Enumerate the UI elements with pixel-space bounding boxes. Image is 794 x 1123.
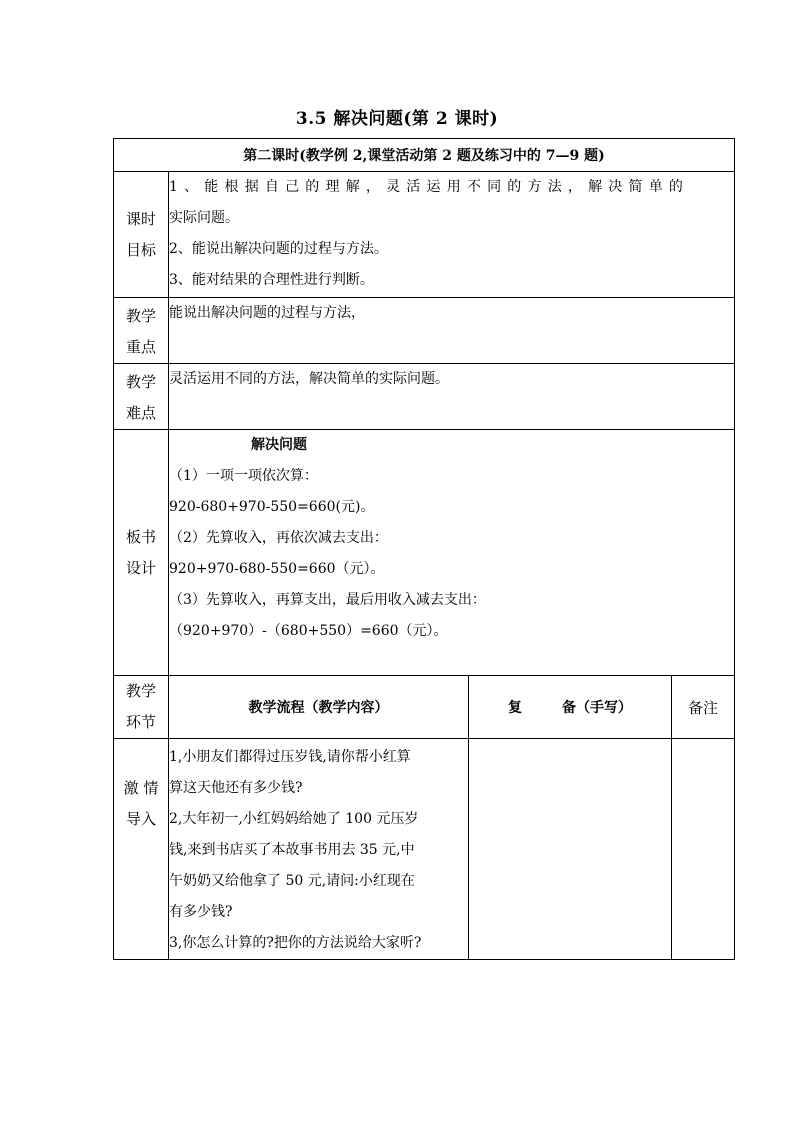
objective-1b: 实际问题。	[169, 210, 239, 226]
board-design-label	[114, 430, 169, 676]
stage-label-line2: 环节	[125, 713, 156, 731]
board-line-2: 920-680+970-550=660(元)。	[169, 499, 375, 515]
board-design-heading: 解决问题	[251, 437, 307, 453]
intro-line-3: 2,大年初一,小红妈妈给她了 100 元压岁	[169, 811, 419, 827]
objectives-label-line1: 课时	[125, 209, 156, 228]
objective-2: 2、能说出解决问题的过程与方法。	[169, 241, 388, 257]
board-line-1: （1）一项一项依次算：	[169, 468, 318, 484]
board-design-label-line1: 板书	[125, 527, 156, 546]
intro-line-1: 1,小朋友们都得过压岁钱,请你帮小红算	[169, 749, 411, 765]
intro-remarks-cell	[672, 739, 735, 960]
stage-column-label	[114, 676, 169, 739]
board-line-5: （3）先算收入，再算支出，最后用收入减去支出：	[169, 592, 486, 608]
difficulties-text: 灵活运用不同的方法，解决简单的实际问题。	[169, 364, 735, 430]
intro-label-line2: 导入	[125, 810, 156, 828]
board-line-3: （2）先算收入，再依次减去支出：	[169, 530, 388, 546]
key-points-text: 能说出解决问题的过程与方法，	[169, 298, 735, 364]
stage-label-line1: 教学	[125, 682, 156, 700]
objectives-label-line2: 目标	[125, 240, 156, 259]
key-points-label	[114, 298, 169, 364]
difficulties-label-line1: 教学	[125, 373, 156, 391]
intro-prep-cell	[469, 739, 672, 960]
intro-label-line1: 激 情	[123, 779, 159, 797]
intro-line-6: 有多少钱?	[169, 904, 233, 920]
flow-column-header: 教学流程（教学内容）	[169, 676, 469, 739]
intro-line-7: 3,你怎么计算的?把你的方法说给大家听?	[169, 935, 422, 951]
key-points-label-line2: 重点	[125, 338, 156, 356]
intro-label	[114, 739, 169, 960]
objective-3: 3、能对结果的合理性进行判断。	[169, 272, 374, 288]
lesson-plan-table	[113, 138, 735, 960]
objective-1a: 1、能根据自己的理解，灵活运用不同的方法，解决简单的	[169, 179, 690, 195]
board-design-label-line2: 设计	[125, 558, 156, 577]
remarks-column-header: 备注	[672, 676, 735, 739]
intro-line-5: 午奶奶又给他拿了 50 元,请问:小红现在	[169, 873, 415, 889]
board-line-4: 920+970-680-550=660（元）。	[169, 561, 385, 577]
intro-line-4: 钱,来到书店买了本故事书用去 35 元,中	[169, 842, 415, 858]
board-design-content	[169, 430, 735, 676]
difficulties-label	[114, 364, 169, 430]
board-line-6: （920+970）-（680+550）=660（元）。	[169, 623, 448, 639]
objectives-label	[114, 172, 169, 298]
prep-header-b: 备（手写）	[562, 700, 632, 716]
lesson-header: 第二课时(教学例 2,课堂活动第 2 题及练习中的 7—9 题)	[114, 139, 735, 172]
prep-column-header	[469, 676, 672, 739]
difficulties-label-line2: 难点	[125, 404, 156, 422]
prep-header-a: 复	[508, 700, 522, 716]
objectives-content	[169, 172, 735, 298]
key-points-label-line1: 教学	[125, 307, 156, 325]
page-title: 3.5 解决问题(第 2 课时)	[295, 109, 499, 129]
intro-content	[169, 739, 469, 960]
intro-line-2: 算这天他还有多少钱?	[169, 780, 303, 796]
